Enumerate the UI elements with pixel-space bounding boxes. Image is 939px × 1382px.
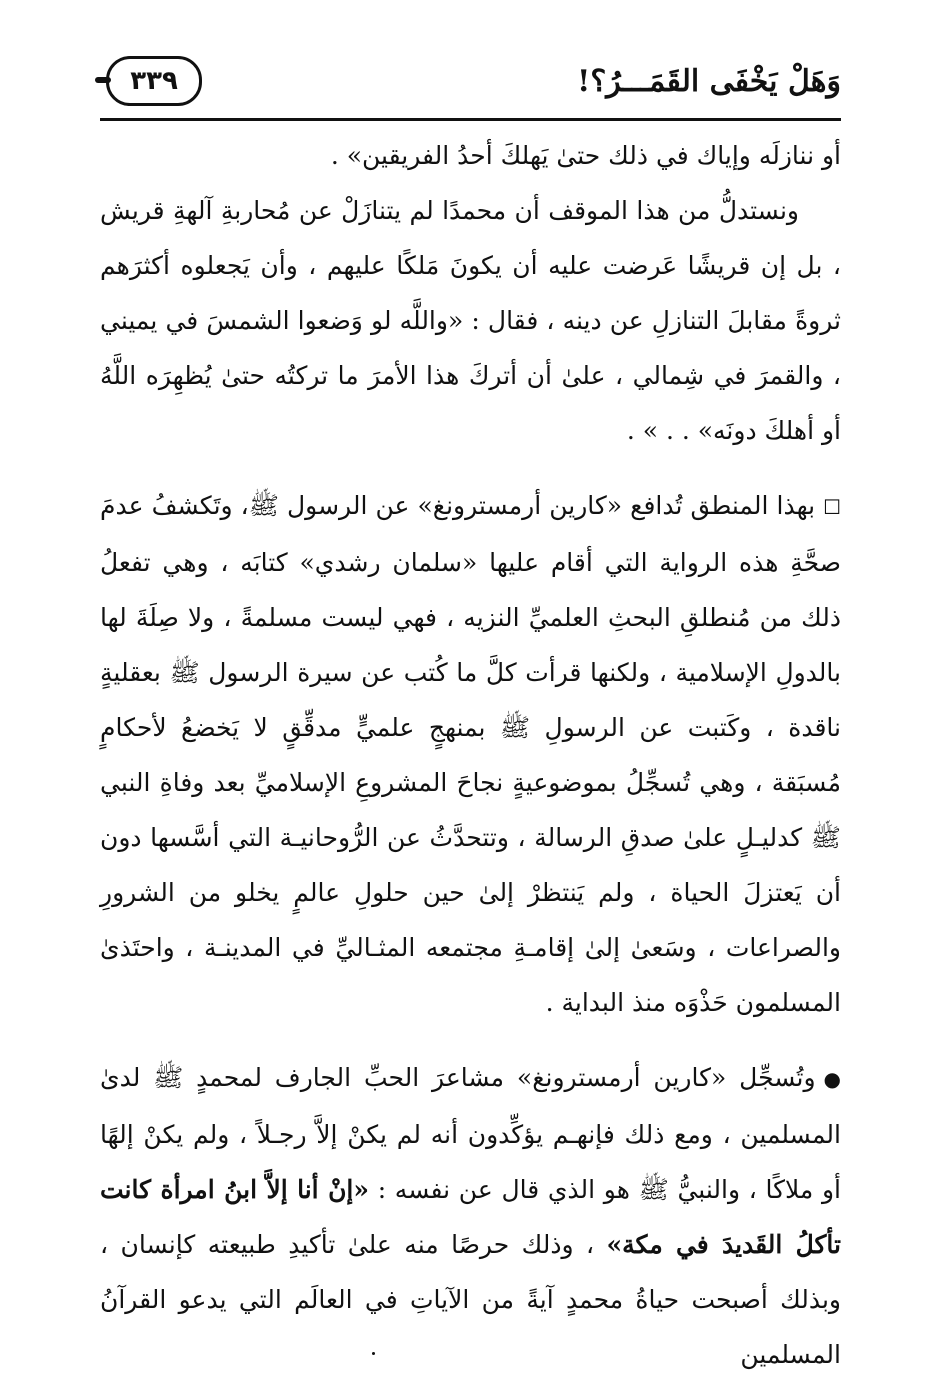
square-bullet-icon: ☐ [823,495,841,519]
paragraph-1 [100,128,841,183]
paragraph-2-text: ونستدلُّ من هذا الموقف أن محمدًا لم يتنازَلْ عن مُحاربةِ آلهةِ قريش ، بل إن قريشًا عَرضت عليه أن يكونَ مَلكًا عليهم ، وأن يَجعلوه أكثرَهم ثروةً مقابلَ التنازلِ عن دينه ، فقال : «واللَّه لو وَضعوا الشمسَ في يميني ، والقمرَ في شِمالي ، علىٰ أن أتركَ هذا الأمرَ ما تركتُه حتىٰ يُظهِرَه اللَّهُ أو أهلكَ دونَه» . . » . [100,196,841,445]
body-text [100,128,841,1382]
paragraph-3-text: بهذا المنطق تُدافع «كارين أرمسترونغ» عن الرسول ﷺ، وتَكشفُ عدمَ صحَّةِ هذه الرواية التي أقام عليها «سلمان رشدي» كتابَه ، وهي تفعلُ ذلك من مُنطلقِ البحثِ العلميِّ النزيه ، فهي ليست مسلمةً ، ولا صِلَةَ لها بالدولِ الإسلامية ، ولكنها قرأت كلَّ ما كُتب عن سيرة الرسول ﷺ بعقليةٍ ناقدة ، وكَتبت عن الرسولِ ﷺ بمنهجٍ علميٍّ مدقِّقٍ لا يَخضعُ لأحكامٍ مُسبَقة ، وهي تُسجِّلُ بموضوعيةٍ نجاحَ المشروعِ الإسلاميِّ بعد وفاةِ النبي ﷺ كدليـلٍ علىٰ صدقِ الرسالة ، وتتحدَّثُ عن الرُّوحانيـة التي أسَّسها دون أن يَعتزلَ الحياة ، ولم يَنتظرْ إلىٰ حين حلولِ عالمٍ يخلو من الشرورِ والصراعات ، وسَعىٰ إلىٰ إقامـةِ مجتمعه المثـاليِّ في المدينـة ، واحتَذىٰ المسلمون حَذْوَه منذ البداية . [100,491,841,1017]
paragraph-1-text: أو ننازلَه وإياك في ذلك حتىٰ يَهلكَ أحدُ الفريقين» . [330,141,841,170]
paragraph-4 [100,1050,841,1382]
page-number: ٣٣٩ [106,56,202,106]
paragraph-4-text-before: وتُسجِّل «كارين أرمسترونغ» مشاعرَ الحبِّ الجارف لمحمدٍ ﷺ لدىٰ المسلمين ، ومع ذلك فإنهـم يؤكِّدون أنه لم يكنْ إلاَّ رجـلاً ، ولم يكنْ إلهًا أو ملاكًا ، والنبيُّ ﷺ هو الذي قال عن نفسه : [100,1063,842,1204]
running-head [100,52,841,116]
footer-dot [372,1352,375,1355]
book-title: وَهَلْ يَخْفَى القَمَـــرُ؟! [577,64,841,99]
round-bullet-icon: ● [823,1067,841,1091]
paragraph-2 [100,183,841,458]
paragraph-3 [100,478,841,1030]
paragraph-4-text-after: ، وذلك حرصًا منه علىٰ تأكيدِ طبيعته كإنسان ، وبذلك أصبحت حياةُ محمدٍ آيةً من الآياتِ في العالَم التي يدعو القرآنُ المسلمين [100,1230,841,1369]
hadith-quote: «إنْ أنا إلاَّ ابنُ امرأة كانت تأكلُ القَديدَ في مكة» [100,1175,841,1259]
header-divider [100,118,841,121]
